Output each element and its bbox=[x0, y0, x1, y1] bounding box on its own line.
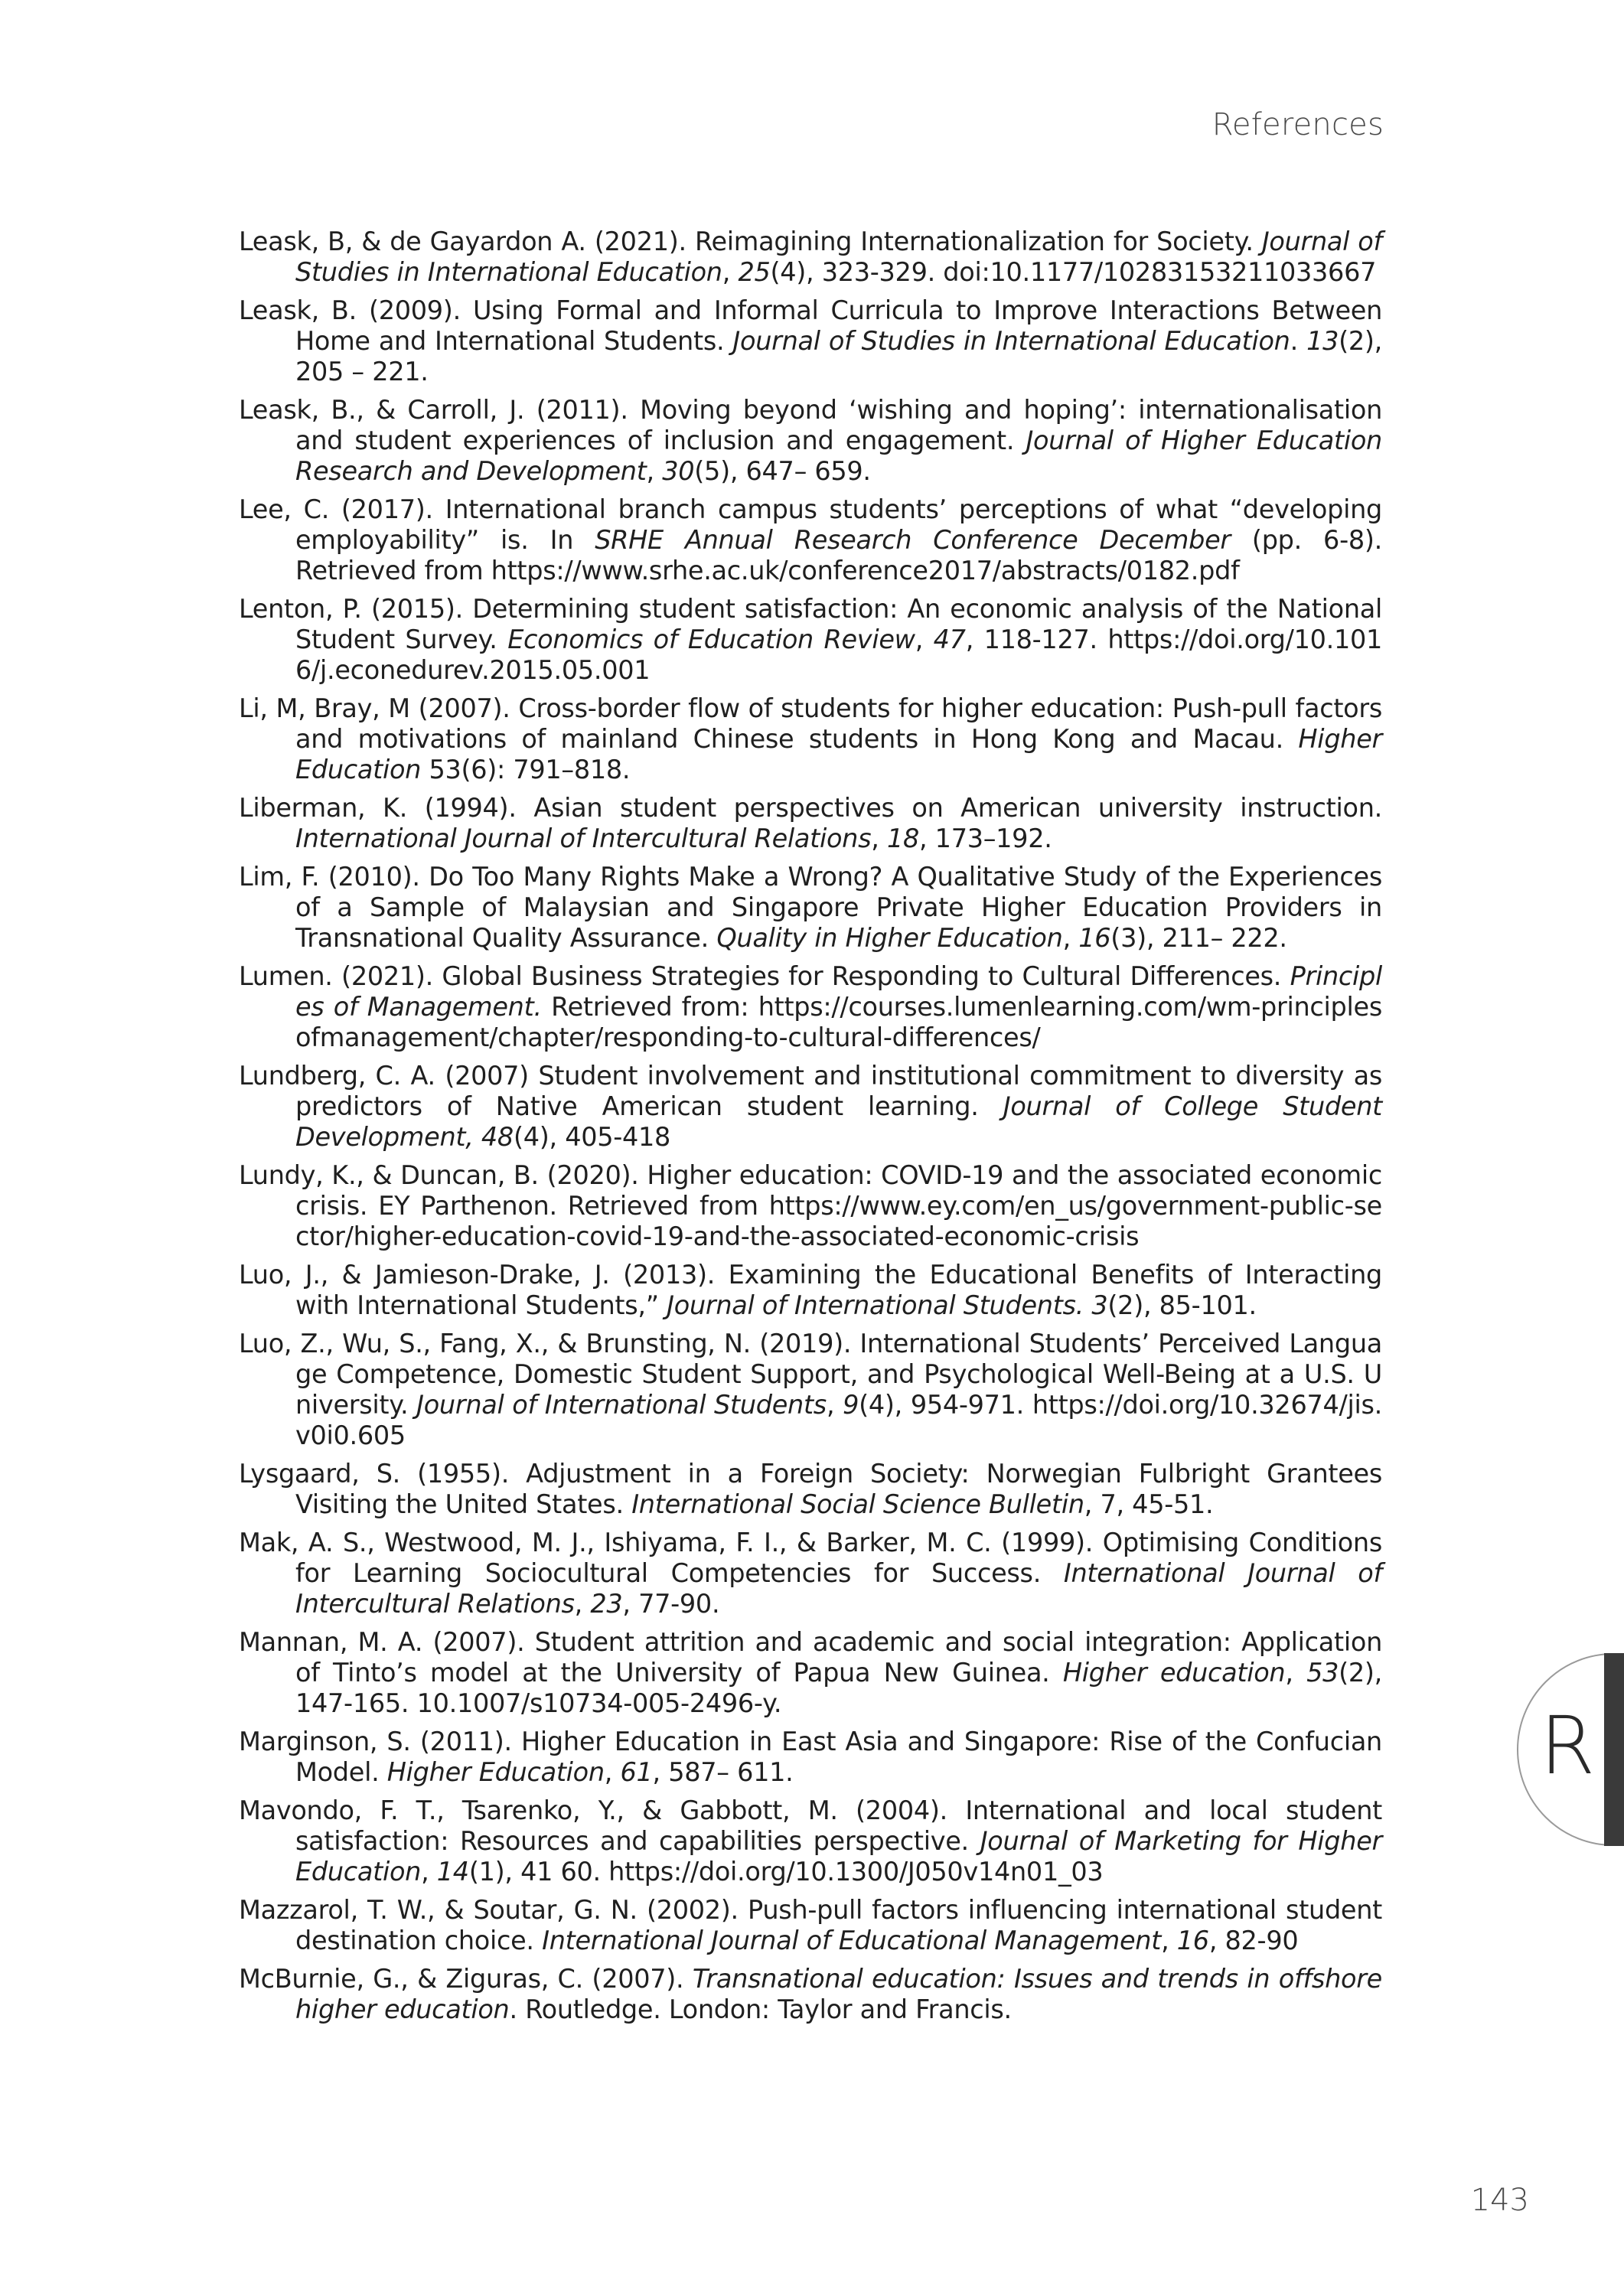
reference-entry bbox=[239, 693, 1382, 785]
reference-entry bbox=[239, 1895, 1382, 1956]
reference-entry bbox=[239, 862, 1382, 954]
reference-text-segment: , bbox=[1161, 1926, 1177, 1955]
reference-text-segment: , bbox=[915, 625, 934, 654]
section-tab-bar bbox=[1604, 1653, 1624, 1846]
reference-text-segment: , bbox=[722, 257, 739, 287]
reference-text-segment: Mak, A. S., Westwood, M. J., Ishiyama, F. I., & Barker, M. C. (1999). Optimising Conditions for Learning Sociocultural Competencies for Success. bbox=[239, 1528, 1382, 1588]
reference-text-segment: Retrieved from: https://courses.lumenlearning.com/wm-principlesofmanagement/chapter/responding-to-cultural-differences/ bbox=[295, 992, 1382, 1052]
reference-italic-segment: 47 bbox=[933, 625, 966, 654]
reference-italic-segment: Journal of International Students. 3 bbox=[667, 1290, 1108, 1320]
reference-italic-segment: SRHE Annual Research Conference December bbox=[595, 525, 1231, 555]
reference-text-segment: (2), 205 – 221. bbox=[295, 326, 1383, 386]
reference-text-segment: . bbox=[1290, 326, 1307, 356]
reference-text-segment: Lundy, K., & Duncan, B. (2020). Higher education: COVID-19 and the associated economic crisis. EY Parthenon. Retrieved from https://www.ey.com/en_us/government-public-sector/higher-education-covid-19-and-the-associated-economic-crisis bbox=[239, 1160, 1382, 1251]
reference-italic-segment: Higher Education bbox=[386, 1757, 605, 1787]
reference-text-segment: , 173–192. bbox=[918, 823, 1052, 853]
reference-italic-segment: International Journal of Intercultural Relations bbox=[295, 823, 872, 853]
reference-text-segment: (2), 85-101. bbox=[1107, 1290, 1257, 1320]
reference-text-segment: , 118-127. https://doi.org/10.1016/j.econedurev.2015.05.001 bbox=[295, 625, 1383, 685]
reference-text-segment: Liberman, K. (1994). Asian student perspectives on American university instruction. bbox=[239, 793, 1382, 823]
reference-italic-segment: Journal of International Students bbox=[416, 1390, 827, 1420]
reference-text-segment: , bbox=[421, 1857, 437, 1887]
reference-entry bbox=[239, 1459, 1382, 1520]
reference-text-segment: (4), 323-329. doi:10.1177/10283153211033667 bbox=[770, 257, 1377, 287]
reference-list bbox=[239, 227, 1382, 2033]
page-number: 143 bbox=[1470, 2183, 1529, 2218]
reference-italic-segment: 25 bbox=[738, 257, 771, 287]
reference-italic-segment: Transnational education: Issues and trends in offshore higher education bbox=[295, 1964, 1382, 2024]
reference-italic-segment: 9 bbox=[843, 1390, 859, 1420]
reference-entry bbox=[239, 1795, 1382, 1887]
reference-entry bbox=[239, 1160, 1382, 1252]
reference-text-segment: Leask, B. (2009). Using Formal and Informal Curricula to Improve Interactions Between Home and International Students. bbox=[239, 295, 1382, 356]
reference-text-segment: (4), 954-971. https://doi.org/10.32674/jis.v0i0.605 bbox=[295, 1390, 1382, 1450]
reference-entry bbox=[239, 227, 1382, 288]
reference-entry bbox=[239, 793, 1382, 854]
reference-italic-segment: 53 bbox=[1306, 1658, 1339, 1688]
reference-text-segment: , bbox=[1285, 1658, 1307, 1688]
reference-text-segment: , bbox=[574, 1589, 591, 1619]
reference-entry bbox=[239, 295, 1382, 387]
reference-text-segment: Mannan, M. A. (2007). Student attrition and academic and social integration: Application of Tinto’s model at the University of Papua New Guinea. bbox=[239, 1627, 1382, 1688]
reference-text-segment: , 77-90. bbox=[622, 1589, 720, 1619]
reference-italic-segment: International Social Science Bulletin bbox=[631, 1489, 1084, 1519]
reference-text-segment: (5), 647– 659. bbox=[694, 456, 871, 486]
reference-italic-segment: 30 bbox=[662, 456, 695, 486]
reference-italic-segment: Higher Education bbox=[295, 724, 1382, 784]
reference-text-segment: Lim, F. (2010). Do Too Many Rights Make a Wrong? A Qualitative Study of the Experiences of a Sample of Malaysian and Singapore Private Higher Education Providers in Transnational Quality Assurance. bbox=[239, 862, 1382, 953]
reference-italic-segment: 16 bbox=[1078, 923, 1111, 953]
reference-text-segment: (4), 405-418 bbox=[513, 1122, 671, 1152]
reference-text-segment: Mavondo, F. T., Tsarenko, Y., & Gabbott, M. (2004). International and local student satisfaction: Resources and capabilities perspective. bbox=[239, 1795, 1382, 1856]
reference-italic-segment: 13 bbox=[1306, 326, 1339, 356]
reference-text-segment: (pp. 6-8). Retrieved from https://www.srhe.ac.uk/conference2017/abstracts/0182.pdf bbox=[295, 525, 1382, 585]
reference-entry bbox=[239, 1260, 1382, 1321]
reference-entry bbox=[239, 1061, 1382, 1153]
reference-text-segment: , bbox=[646, 456, 663, 486]
running-head: References bbox=[1211, 107, 1384, 142]
section-tab-letter: R bbox=[1540, 1699, 1596, 1792]
reference-text-segment: , bbox=[1062, 923, 1079, 953]
reference-italic-segment: International Journal of Educational Management bbox=[542, 1926, 1162, 1955]
reference-text-segment: (2), 147-165. 10.1007/s10734-005-2496-y. bbox=[295, 1658, 1383, 1718]
reference-text-segment: Lysgaard, S. (1955). Adjustment in a Foreign Society: Norwegian Fulbright Grantees Visiting the United States. bbox=[239, 1459, 1382, 1519]
reference-italic-segment: Journal of Higher Education Research and Development bbox=[295, 426, 1382, 486]
section-tab bbox=[1517, 1653, 1624, 1846]
reference-entry bbox=[239, 395, 1382, 487]
reference-text-segment: Lundberg, C. A. (2007) Student involvement and institutional commitment to diversity as predictors of Native American student learning. bbox=[239, 1061, 1382, 1121]
reference-text-segment: 53(6): 791–818. bbox=[421, 755, 631, 784]
reference-text-segment: Li, M, Bray, M (2007). Cross-border flow of students for higher education: Push-pull factors and motivations of mainland Chinese students in Hong Kong and Macau. bbox=[239, 693, 1382, 754]
reference-entry bbox=[239, 594, 1382, 686]
reference-text-segment: Lenton, P. (2015). Determining student satisfaction: An economic analysis of the National Student Survey. bbox=[239, 594, 1382, 654]
reference-text-segment: (3), 211– 222. bbox=[1110, 923, 1287, 953]
reference-text-segment: Leask, B, & de Gayardon A. (2021). Reimagining Internationalization for Society. bbox=[239, 227, 1262, 256]
reference-text-segment: . Routledge. London: Taylor and Francis. bbox=[509, 1994, 1012, 2024]
reference-italic-segment: Higher education bbox=[1062, 1658, 1286, 1688]
reference-text-segment: McBurnie, G., & Ziguras, C. (2007). bbox=[239, 1964, 693, 1994]
reference-italic-segment: Journal of Studies in International Education bbox=[732, 326, 1290, 356]
reference-text-segment: , bbox=[604, 1757, 621, 1787]
reference-text-segment: Lumen. (2021). Global Business Strategies for Responding to Cultural Differences. bbox=[239, 961, 1290, 991]
reference-text-segment: , bbox=[826, 1390, 843, 1420]
reference-text-segment: Luo, J., & Jamieson-Drake, J. (2013). Examining the Educational Benefits of Interacting with International Students,” bbox=[239, 1260, 1382, 1320]
reference-entry bbox=[239, 494, 1382, 586]
reference-text-segment: Leask, B., & Carroll, J. (2011). Moving beyond ‘wishing and hoping’: internationalisation and student experiences of inclusion and engagement. bbox=[239, 395, 1382, 455]
reference-text-segment: , bbox=[871, 823, 887, 853]
reference-text-segment: Mazzarol, T. W., & Soutar, G. N. (2002). Push-pull factors influencing international student destination choice. bbox=[239, 1895, 1382, 1955]
reference-italic-segment: Economics of Education Review bbox=[507, 625, 915, 654]
reference-italic-segment: Journal of Studies in International Education bbox=[295, 227, 1382, 287]
reference-text-segment: Marginson, S. (2011). Higher Education in East Asia and Singapore: Rise of the Confucian Model. bbox=[239, 1727, 1382, 1787]
reference-entry bbox=[239, 1727, 1382, 1788]
reference-text-segment: , 82-90 bbox=[1208, 1926, 1299, 1955]
reference-italic-segment: 61 bbox=[620, 1757, 653, 1787]
reference-entry bbox=[239, 1627, 1382, 1719]
reference-italic-segment: Journal of College Student Development, 48 bbox=[295, 1091, 1382, 1152]
reference-italic-segment: Quality in Higher Education bbox=[716, 923, 1063, 953]
reference-italic-segment: 23 bbox=[590, 1589, 623, 1619]
reference-entry bbox=[239, 1964, 1382, 2025]
reference-text-segment: , 7, 45-51. bbox=[1084, 1489, 1214, 1519]
reference-entry bbox=[239, 961, 1382, 1053]
reference-italic-segment: 16 bbox=[1176, 1926, 1209, 1955]
reference-text-segment: , 587– 611. bbox=[652, 1757, 794, 1787]
reference-italic-segment: International Journal of Intercultural Relations bbox=[295, 1558, 1382, 1619]
reference-italic-segment: Journal of Marketing for Higher Education bbox=[295, 1826, 1382, 1887]
reference-entry bbox=[239, 1528, 1382, 1619]
reference-text-segment: Lee, C. (2017). International branch campus students’ perceptions of what “developing employability” is. In bbox=[239, 494, 1382, 555]
reference-text-segment: Luo, Z., Wu, S., Fang, X., & Brunsting, N. (2019). International Students’ Perceived Language Competence, Domestic Student Support, and Psychological Well-Being at a U.S. University. bbox=[239, 1329, 1382, 1420]
reference-entry bbox=[239, 1329, 1382, 1451]
reference-text-segment: (1), 41 60. https://doi.org/10.1300/J050v14n01_03 bbox=[468, 1857, 1104, 1887]
reference-italic-segment: Principles of Management. bbox=[295, 961, 1382, 1022]
reference-italic-segment: 18 bbox=[886, 823, 919, 853]
reference-italic-segment: 14 bbox=[436, 1857, 469, 1887]
